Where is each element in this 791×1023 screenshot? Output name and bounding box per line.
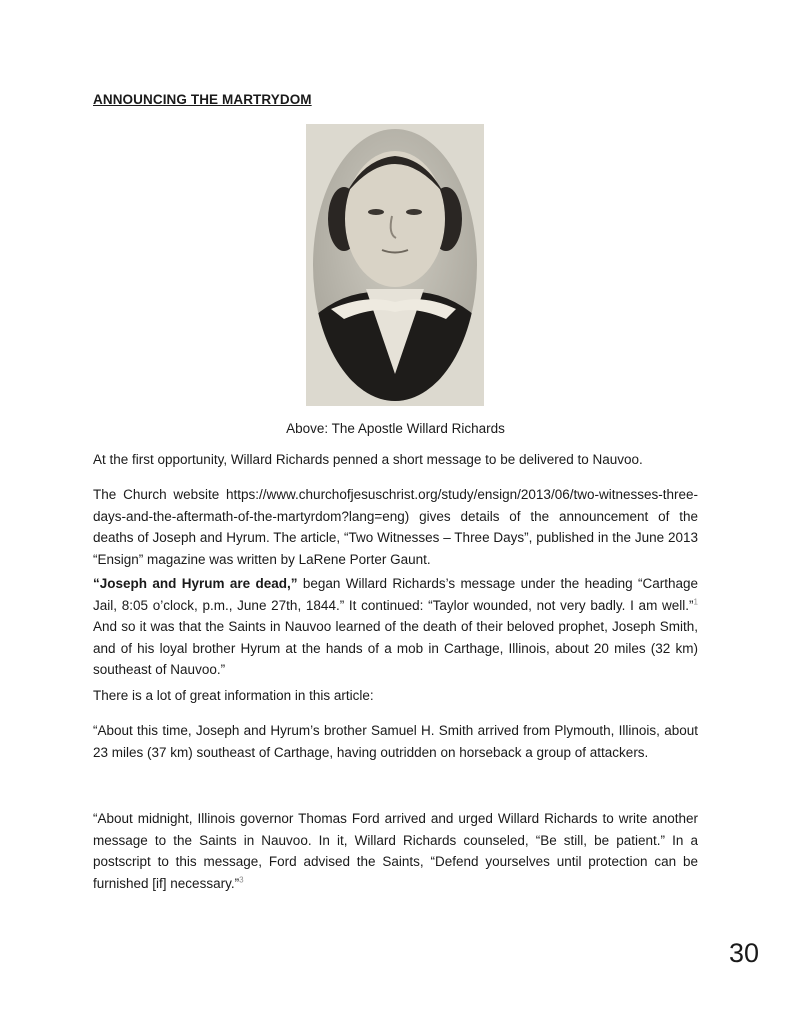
paragraph-5: “About this time, Joseph and Hyrum’s brother Samuel H. Smith arrived from Plymouth, Illinois, about 23 miles (37 km) southeast of Carthage, having outridden on horseback a group of attackers. <box>93 723 698 760</box>
paragraph-4: There is a lot of great information in this article: <box>93 688 374 703</box>
paragraph-1: At the first opportunity, Willard Richards penned a short message to be delivered to Nauvoo. <box>93 452 643 467</box>
quote-bold: “Joseph and Hyrum are dead,” <box>93 576 298 591</box>
paragraph-6 <box>93 808 698 894</box>
paragraph-3-text-b: And so it was that the Saints in Nauvoo learned of the death of their beloved prophet, Joseph Smith, and of his loyal brother Hyrum at the hands of a mob in Carthage, Illinois, about 20 miles (32 km) southeast of Nauvoo.” <box>93 619 698 677</box>
portrait-icon <box>306 124 484 406</box>
paragraph-6-text: “About midnight, Illinois governor Thomas Ford arrived and urged Willard Richards to write another message to the Saints in Nauvoo. In it, Willard Richards counseled, “Be still, be patient.” In a postscript to this message, Ford advised the Saints, “Defend yourselves until protection can be furnished [if] necessary.” <box>93 811 698 891</box>
footnote-ref-3[interactable]: 3 <box>239 875 244 884</box>
portrait-image <box>306 124 484 406</box>
section-heading: ANNOUNCING THE MARTRYDOM <box>93 92 312 107</box>
paragraph-3-text-a: began Willard Richards’s message under the heading “Carthage Jail, 8:05 o’clock, p.m., June 27th, 1844.” It continued: “Taylor wounded, not very badly. I am well.” <box>93 576 698 613</box>
footnote-ref-1[interactable]: 1 <box>693 597 698 606</box>
paragraph-3 <box>93 573 698 681</box>
page-number: 30 <box>729 938 760 968</box>
paragraph-2: The Church website https://www.churchofjesuschrist.org/study/ensign/2013/06/two-witnesses-three-days-and-the-aftermath-of-the-martyrdom?lang=eng) gives details of the announcement of the deaths of Joseph and Hyrum. The article, “Two Witnesses – Three Days”, published in the June 2013 “Ensign” magazine was written by LaRene Porter Gaunt. <box>93 487 698 567</box>
image-caption: Above: The Apostle Willard Richards <box>286 421 505 436</box>
